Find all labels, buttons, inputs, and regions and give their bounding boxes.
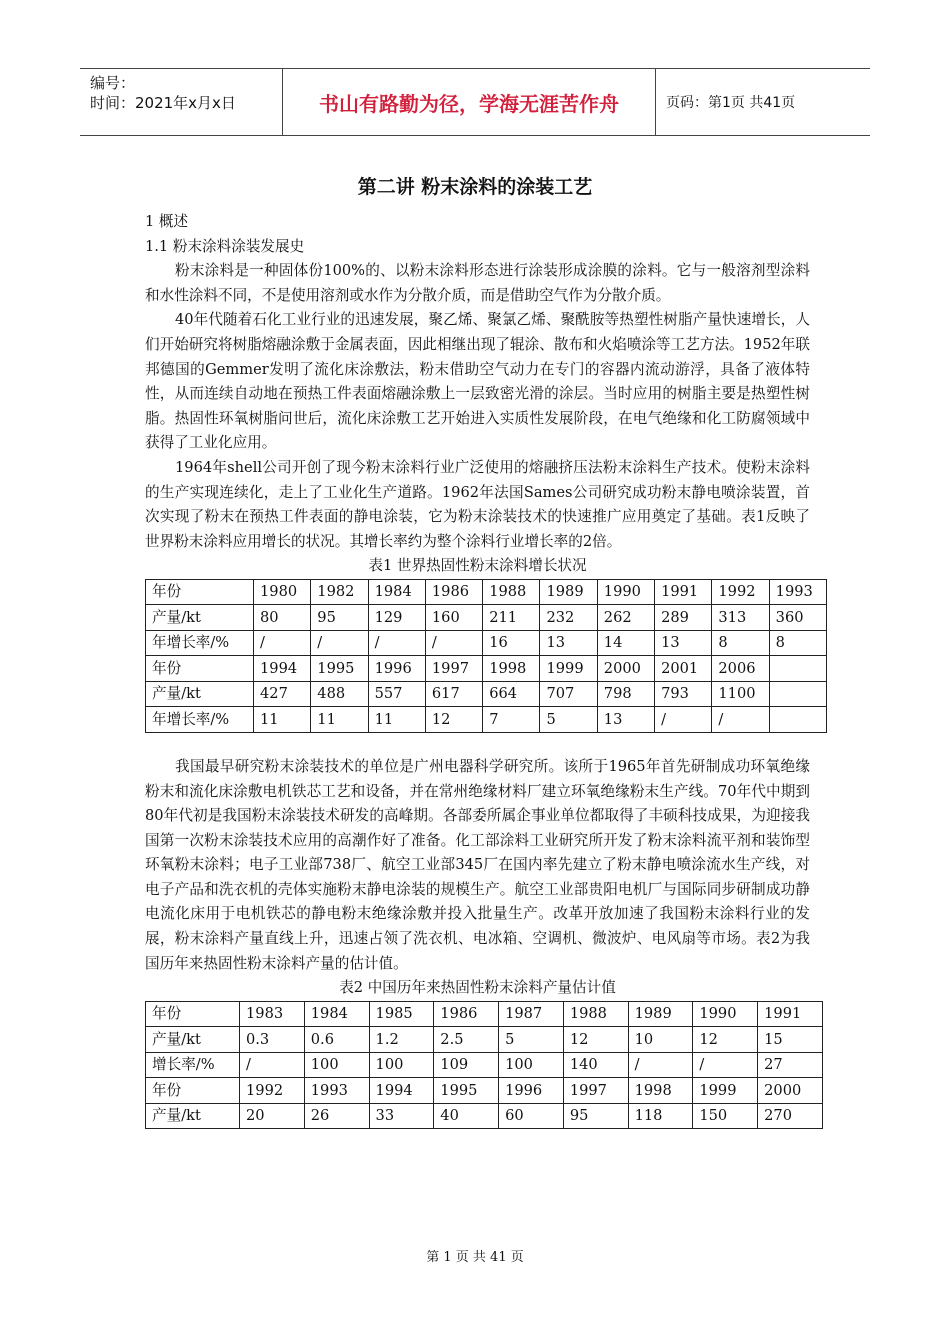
section-heading: 1 概述 [145,213,189,230]
table-cell: 13 [540,630,597,656]
header-page-info: 页码：第1页 共41页 [666,95,796,111]
table-row [146,656,827,682]
table-row [146,1103,823,1129]
table-cell: 211 [483,605,540,631]
table-row [146,579,827,605]
table-cell: 20 [240,1103,305,1129]
table-cell: 1991 [758,1001,823,1027]
header-motto: 书山有路勤为径，学海无涯苦作舟 [282,69,656,135]
table-cell: 488 [311,681,368,707]
table-cell: 33 [369,1103,434,1129]
table-cell: 1100 [712,681,769,707]
table-cell: / [311,630,368,656]
table-cell: 80 [254,605,311,631]
table-cell: 12 [425,707,482,733]
table-cell: 160 [425,605,482,631]
row-header-cell: 产量/kt [146,1027,240,1053]
table-cell: 2000 [597,656,654,682]
table-cell: 8 [769,630,826,656]
table-cell: 262 [597,605,654,631]
table-cell: 1993 [769,579,826,605]
row-header-cell: 产量/kt [146,1103,240,1129]
table-cell: 1999 [540,656,597,682]
table-cell: 5 [499,1027,564,1053]
table-cell: 793 [655,681,712,707]
table-cell: / [712,707,769,733]
table-cell: 140 [563,1052,628,1078]
table-cell: 617 [425,681,482,707]
table-cell: 1998 [483,656,540,682]
table-cell: 1998 [628,1078,693,1104]
table-cell [769,681,826,707]
table-cell: 100 [304,1052,369,1078]
row-header-cell: 年增长率/% [146,707,254,733]
china-output-table [145,1001,823,1130]
table-cell: 1990 [597,579,654,605]
doc-date-label: 时间：2021年x月x日 [90,94,236,112]
row-header-cell: 年份 [146,656,254,682]
table-cell: 1.2 [369,1027,434,1053]
page-header [80,68,870,136]
table-cell: / [425,630,482,656]
table-cell: 270 [758,1103,823,1129]
table-row [146,707,827,733]
table-cell: 129 [368,605,425,631]
table-row [146,605,827,631]
doc-number-label: 编号： [90,74,136,92]
table1-caption: 表1 世界热固性粉末涂料增长状况 [368,557,587,575]
table-cell: 1994 [254,656,311,682]
table-cell: / [240,1052,305,1078]
table-cell: 1994 [369,1078,434,1104]
table-row [146,681,827,707]
table-cell: 5 [540,707,597,733]
table-cell: 118 [628,1103,693,1129]
table-cell: 2001 [655,656,712,682]
table-cell [769,656,826,682]
table-cell: 2.5 [434,1027,499,1053]
table-cell: 1983 [240,1001,305,1027]
table-cell: 313 [712,605,769,631]
table-cell: 60 [499,1103,564,1129]
table-cell: 14 [597,630,654,656]
table-cell: 2000 [758,1078,823,1104]
table-cell: 360 [769,605,826,631]
table-cell: 1984 [304,1001,369,1027]
document-body [145,210,813,1129]
table-cell: 1987 [499,1001,564,1027]
subsection-heading: 1.1 粉末涂料涂装发展史 [145,237,305,255]
row-header-cell: 年份 [146,1078,240,1104]
table-cell: 1984 [368,579,425,605]
world-growth-table [145,579,827,733]
table-cell: 12 [693,1027,758,1053]
table-cell: 16 [483,630,540,656]
table-cell: 1996 [368,656,425,682]
table-cell: 100 [369,1052,434,1078]
paragraph: 我国最早研究粉末涂装技术的单位是广州电器科学研究所。该所于1965年首先研制成功环氧绝缘粉末和流化床涂敷电机铁芯工艺和设备，并在常州绝缘材料厂建立环氧绝缘粉末生产线。70年代中期到80年代初是我国粉末涂装技术研发的高峰期。各部委所属企事业单位都取得了丰硕科技成果，为迎接我国第一次粉末涂装技术应用的高潮作好了准备。化工部涂料工业研究所开发了粉末涂料流平剂和装饰型环氧粉末涂料；电子工业部738厂、航空工业部345厂在国内率先建立了粉末静电喷涂流水生产线，对电子产品和洗衣机的壳体实施粉末静电涂装的规模生产。航空工业部贵阳电机厂与国际同步研制成功静电流化床用于电机铁芯的静电粉末绝缘涂敷并投入批量生产。改革开放加速了我国粉末涂料行业的发展，粉末涂料产量直线上升，迅速占领了洗衣机、电冰箱、空调机、微波炉、电风扇等市场。表2为我国历年来热固性粉末涂料产量的估计值。 [145,757,810,972]
table-cell: 427 [254,681,311,707]
table-cell: 27 [758,1052,823,1078]
paragraph: 1964年shell公司开创了现今粉末涂料行业广泛使用的熔融挤压法粉末涂料生产技术。使粉末涂料的生产实现连续化，走上了工业化生产道路。1962年法国Sames公司研究成功粉末静电喷涂装置，首次实现了粉末在预热工件表面的静电涂装，它为粉末涂装技术的快速推广应用奠定了基础。表1反映了世界粉末涂料应用增长的状况。其增长率约为整个涂料行业增长率的2倍。 [145,458,810,550]
table-cell: 798 [597,681,654,707]
table-cell: 11 [254,707,311,733]
table-cell: 1982 [311,579,368,605]
table-row [146,1027,823,1053]
table-cell: 109 [434,1052,499,1078]
table-cell: 1980 [254,579,311,605]
paragraph: 40年代随着石化工业行业的迅速发展，聚乙烯、聚氯乙烯、聚酰胺等热塑性树脂产量快速增长，人们开始研究将树脂熔融涂敷于金属表面，因此相继出现了辊涂、散布和火焰喷涂等工艺方法。1952年联邦德国的Gemmer发明了流化床涂敷法，粉末借助空气动力在专门的容器内流动游浮，具备了液体特性，从而连续自动地在预热工件表面熔融涂敷上一层致密光滑的涂层。当时应用的树脂主要是热塑性树脂。热固性环氧树脂问世后，流化床涂敷工艺开始进入实质性发展阶段，在电气绝缘和化工防腐领域中获得了工业化应用。 [145,311,810,452]
row-header-cell: 增长率/% [146,1052,240,1078]
table2-caption: 表2 中国历年来热固性粉末涂料产量估计值 [339,979,616,997]
table-cell: 1991 [655,579,712,605]
table-cell: / [655,707,712,733]
header-meta [80,69,282,135]
table-cell: 289 [655,605,712,631]
table-cell: 232 [540,605,597,631]
table-cell: 0.3 [240,1027,305,1053]
table-cell: 1986 [425,579,482,605]
table-cell: 1993 [304,1078,369,1104]
table-row [146,1078,823,1104]
table-cell: 11 [311,707,368,733]
table-row [146,1001,823,1027]
table-cell: 707 [540,681,597,707]
table-cell: 1988 [563,1001,628,1027]
table-cell: 13 [597,707,654,733]
page-footer: 第 1 页 共 41 页 [426,1250,524,1265]
table-cell: 1989 [628,1001,693,1027]
table-cell: 1995 [311,656,368,682]
table-cell: 1997 [425,656,482,682]
page-title: 第二讲 粉末涂料的涂装工艺 [357,176,593,198]
table-cell: 15 [758,1027,823,1053]
row-header-cell: 年增长率/% [146,630,254,656]
table-cell: / [368,630,425,656]
row-header-cell: 产量/kt [146,681,254,707]
table-cell: 10 [628,1027,693,1053]
row-header-cell: 产量/kt [146,605,254,631]
row-header-cell: 年份 [146,1001,240,1027]
table-cell: 26 [304,1103,369,1129]
table-cell: 1992 [712,579,769,605]
table-row [146,630,827,656]
table-cell: 1992 [240,1078,305,1104]
table-cell: 7 [483,707,540,733]
table-cell: 13 [655,630,712,656]
table-cell: 95 [563,1103,628,1129]
table-cell: 1990 [693,1001,758,1027]
table-cell: 1988 [483,579,540,605]
row-header-cell: 年份 [146,579,254,605]
table-cell [769,707,826,733]
table-cell: 664 [483,681,540,707]
table-cell: 1996 [499,1078,564,1104]
table-cell: 40 [434,1103,499,1129]
table-cell: 2006 [712,656,769,682]
table-cell: 100 [499,1052,564,1078]
table-cell: / [693,1052,758,1078]
table-cell: 1989 [540,579,597,605]
table-cell: 0.6 [304,1027,369,1053]
table-cell: 11 [368,707,425,733]
table-cell: 95 [311,605,368,631]
table-cell: 557 [368,681,425,707]
table-cell: 1999 [693,1078,758,1104]
table-row [146,1052,823,1078]
paragraph: 粉末涂料是一种固体份100%的、以粉末涂料形态进行涂装形成涂膜的涂料。它与一般溶剂型涂料和水性涂料不同，不是使用溶剂或水作为分散介质，而是借助空气作为分散介质。 [145,262,810,304]
table-cell: / [254,630,311,656]
table-cell: 8 [712,630,769,656]
table-cell: 1986 [434,1001,499,1027]
table-cell: 1997 [563,1078,628,1104]
table-cell: / [628,1052,693,1078]
table-cell: 1995 [434,1078,499,1104]
table-cell: 1985 [369,1001,434,1027]
table-cell: 12 [563,1027,628,1053]
table-cell: 150 [693,1103,758,1129]
